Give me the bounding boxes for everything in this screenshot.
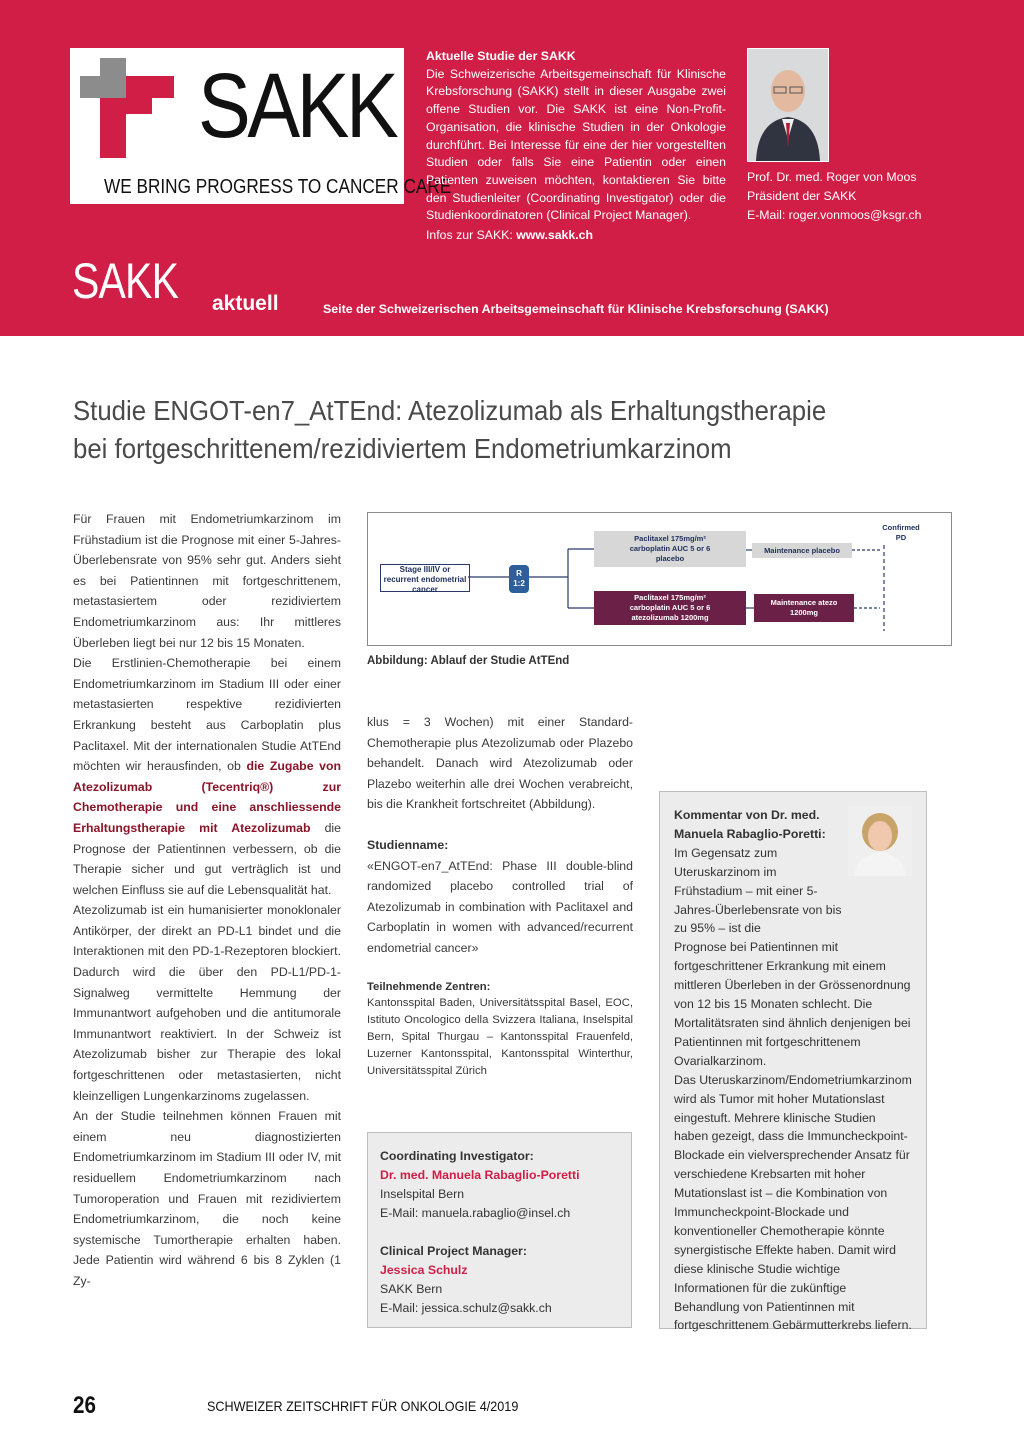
ci-label: Coordinating Investigator: — [380, 1149, 534, 1163]
study-name: «ENGOT-en7_AtTEnd: Phase III double-blind randomized placebo controlled trial of Atezolizumab in combination with Paclitaxel and Carboplatin in women with advanced/recurrent endometrial cancer» — [367, 858, 633, 955]
intro-link-prefix: Infos zur SAKK: — [426, 228, 517, 243]
headline-line-2: bei fortgeschrittenem/rezidiviertem Endometriumkarzinom — [73, 433, 732, 464]
headline-line-1: Studie ENGOT-en7_AtTEnd: Atezolizumab als Erhaltungstherapie — [73, 395, 827, 426]
intro-text: Die Schweizerische Arbeitsgemeinschaft für Klinische Krebsforschung (SAKK) stellt in dieser Ausgabe zwei offene Studien vor. Die SAKK ist eine Non-Profit-Organisation, die klinische Studien in der Onkologie durchführt. Bei Interesse für eine der hier vorgestellten Studien oder falls Sie eine Patientin oder einen Patienten zuweisen möchten, kontaktieren Sie bitte den Studienleiter (Coordinating Investigator) oder die Studienkoordinatoren (Clinical Project Manager). — [426, 66, 726, 223]
endpoint-label: Confirmed PD — [882, 523, 920, 542]
portrait-manuela-image — [848, 806, 912, 876]
roger-name: Prof. Dr. med. Roger von Moos — [747, 170, 917, 184]
comment-lead: Im Gegensatz zum Uteruskarzinom im Frühstadium – mit einer 5-Jahres-Überlebensrate von bis zu 95% – ist die — [674, 845, 842, 936]
portrait-roger-von-moos — [747, 48, 829, 162]
study-flow-diagram — [367, 512, 952, 646]
paragraph-3: Atezolizumab ist ein humanisierter monoklonaler Antikörper, der direkt an PD-L1 bindet und die Interaktionen mit den PD-1-Rezeptoren blockiert. Dadurch wird die über den PD-L1/PD-1-Signalweg vermittelte Hemmung der Immunantwort aufgehoben und die antitumorale Immunantwort reaktiviert. In der Schweiz ist Atezolizumab bisher zur Therapie des lokal fortgeschrittenen oder metastasierten, nicht kleinzelligen Lungenkarzinoms zugelassen. — [73, 903, 341, 1103]
cpm-email[interactable]: E-Mail: jessica.schulz@sakk.ch — [380, 1301, 552, 1315]
paragraph-4: An der Studie teilnehmen können Frauen mit einem neu diagnostizierten Endometriumkarzinom im Stadium III oder IV, mit residuellem Endometriumkarzinom nach Tumoroperation und Frauen mit rezidiviertem Endometriumkarzinom, die noch keine systemische Tumortherapie erhalten haben. Jede Patientin wird während 6 bis 8 Zyklen (1 Zy- — [73, 1109, 341, 1288]
cpm-label: Clinical Project Manager: — [380, 1244, 527, 1258]
box-arm-placebo: Paclitaxel 175mg/m² carboplatin AUC 5 or 6 placebo — [594, 531, 746, 567]
roger-info — [747, 168, 921, 225]
comment-box — [659, 791, 927, 1333]
centres-label: Teilnehmende Zentren: — [367, 980, 491, 993]
box-stage-population: Stage III/IV or recurrent endometrial cancer — [380, 564, 470, 592]
paragraph-2-end: die Prognose der Patientinnen verbessern, ob die Therapie sicher und gut verträglich ist und welchen Einfluss sie auf die Lebensqualität hat. — [73, 820, 342, 897]
article-column-1 — [73, 509, 341, 1292]
contact-box — [367, 1132, 632, 1328]
paragraph-2-highlight: die Zugabe von Atezolizumab (Tecentriq®) zur Chemotherapie und eine anschliessende Erhaltungstherapie mit Atezolizumab — [73, 759, 341, 835]
section-brand-aktuell: aktuell — [212, 292, 279, 315]
logo-cross-red-block — [126, 98, 152, 114]
journal-name: SCHWEIZER ZEITSCHRIFT FÜR ONKOLOGIE 4/2019 — [207, 1398, 519, 1414]
roger-role: Präsident der SAKK — [747, 189, 857, 203]
article-headline — [73, 392, 883, 468]
article-column-2 — [367, 712, 633, 1079]
figure-caption: Abbildung: Ablauf der Studie AtTEnd — [367, 655, 570, 667]
portrait-manuela-rabaglio — [848, 806, 912, 876]
intro-title: Aktuelle Studie der SAKK — [426, 49, 576, 63]
section-brand-sakk: SAKK — [72, 253, 179, 309]
sakk-logo — [70, 48, 452, 204]
portrait-roger-image — [748, 49, 828, 161]
paragraph-2 — [73, 653, 341, 900]
paragraph-4-continued: klus = 3 Wochen) mit einer Standard-Chemotherapie plus Atezolizumab oder Plazebo behandelt. Danach wird Atezolizumab oder Plazebo weiterhin alle drei Wochen verabreicht, bis die Krankheit fortschreitet (Abbildung). — [367, 715, 633, 812]
box-maintenance-atezo: Maintenance atezo 1200mg — [754, 594, 854, 622]
box-maintenance-placebo: Maintenance placebo — [752, 543, 852, 558]
logo-slogan: WE BRING PROGRESS TO CANCER CARE — [104, 176, 452, 198]
sakk-website-link[interactable]: www.sakk.ch — [516, 228, 593, 243]
comment-text-2: Das Uteruskarzinom/Endometriumkarzinom wird als Tumor mit hoher Mutationslast eingestuft. Mehrere klinische Studien haben gezeigt, dass die Immuncheckpoint-Blockade ein vielversprechender Ansatz für verschiedene Krebsarten mit hoher Mutationslast ist – die Kombination von Immuncheckpoint-Blockade und konventioneller Chemotherapie könnte synergistische Effekte haben. Damit wird diese klinische Studie wichtige Informationen für die zukünftige Behandlung von Patientinnen mit fortgeschrittenem Gebärmutterkrebs liefern. — [674, 1072, 912, 1333]
header-band — [0, 0, 1024, 336]
comment-header — [674, 806, 846, 938]
ci-organisation: Inselspital Bern — [380, 1187, 465, 1201]
paragraph-2-start: Die Erstlinien-Chemotherapie bei einem Endometriumkarzinom im Stadium III oder einer metastasierten respektive rezidivierten Erkrankung besteht aus Carboplatin plus Paclitaxel. Mit der internationalen Studie AtTEnd möchten wir herausfinden, ob — [73, 656, 341, 774]
box-randomization: R 1:2 — [509, 565, 529, 593]
cpm-name: Jessica Schulz — [380, 1263, 468, 1277]
comment-title: Kommentar von Dr. med. Manuela Rabaglio-Poretti: — [674, 808, 826, 841]
cpm-organisation: SAKK Bern — [380, 1282, 443, 1296]
logo-cross-red-horizontal — [126, 76, 174, 98]
ci-name: Dr. med. Manuela Rabaglio-Poretti — [380, 1168, 580, 1182]
centres-list: Kantonsspital Baden, Universitätsspital Basel, EOC, Istituto Oncologico della Svizzera Italiana, Inselspital Bern, Spital Thurgau – Kantonsspital Frauenfeld, Luzerner Kantonsspital, Kantonsspital Winterthur, Universitätsspital Zürich — [367, 997, 633, 1077]
comment-text-1: Prognose bei Patientinnen mit fortgeschrittener Erkrankung mit einem mittleren Überleben in der Grössenordnung von 12 bis 15 Monaten schlecht. Die Mortalitätsraten sind ähnlich denjenigen bei Patientinnen mit fortgeschrittenem Ovarialkarzinom. — [674, 940, 911, 1068]
intro-link-line — [426, 227, 726, 245]
box-arm-atezolizumab: Paclitaxel 175mg/m² carboplatin AUC 5 or 6 atezolizumab 1200mg — [594, 591, 746, 625]
section-tagline: Seite der Schweizerischen Arbeitsgemeinschaft für Klinische Krebsforschung (SAKK) — [323, 302, 829, 316]
logo-wordmark: SAKK — [198, 55, 396, 157]
paragraph-1: Für Frauen mit Endometriumkarzinom im Frühstadium ist die Prognose mit einer 5-Jahres-Überlebensrate von 95% sehr gut. Anders sieht es bei Patientinnen mit fortgeschrittenem, metastasiertem oder rezidiviertem Endometriumkarzinom aus: Ihr mittleres Überleben liegt bei nur 12 bis 15 Monaten. — [73, 512, 341, 650]
ci-email[interactable]: E-Mail: manuela.rabaglio@insel.ch — [380, 1206, 571, 1220]
intro-block — [426, 48, 726, 245]
logo-cross-grey-horizontal — [80, 76, 126, 98]
study-name-label: Studienname: — [367, 837, 449, 852]
roger-email[interactable]: E-Mail: roger.vonmoos@ksgr.ch — [747, 208, 922, 222]
logo-cross-red-vertical — [100, 98, 126, 158]
page-number: 26 — [73, 1392, 96, 1419]
